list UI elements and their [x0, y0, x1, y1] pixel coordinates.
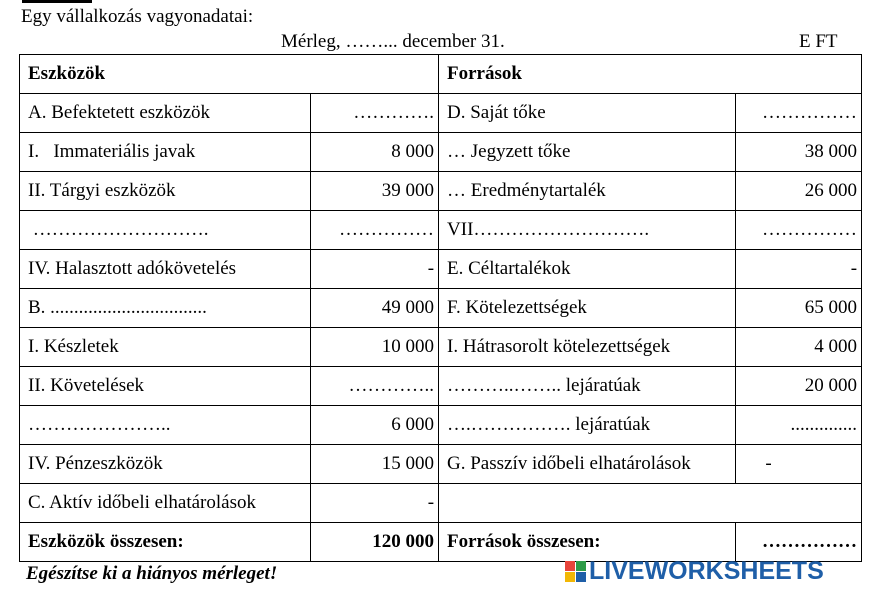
asset-label: I. Immateriális javak [20, 133, 311, 172]
table-row [20, 445, 862, 484]
liability-value: 65 000 [736, 289, 862, 328]
liability-label[interactable]: ………..…….. lejáratúak [439, 367, 736, 406]
liability-value: 26 000 [736, 172, 862, 211]
assets-total-value: 120 000 [311, 523, 439, 562]
assets-header: Eszközök [20, 55, 439, 94]
asset-label: C. Aktív időbeli elhatárolások [20, 484, 311, 523]
liability-label: E. Céltartalékok [439, 250, 736, 289]
asset-value: 10 000 [311, 328, 439, 367]
liability-label: D. Saját tőke [439, 94, 736, 133]
logo-square [565, 561, 575, 571]
liability-label[interactable]: VII………………………. [439, 211, 736, 250]
asset-label: A. Befektetett eszközök [20, 94, 311, 133]
asset-label: IV. Halasztott adókövetelés [20, 250, 311, 289]
liability-label[interactable]: ….……………. lejáratúak [439, 406, 736, 445]
asset-value[interactable]: ………….. [311, 367, 439, 406]
instruction-text: Egészítse ki a hiányos mérleget! [26, 563, 278, 584]
liability-label: F. Kötelezettségek [439, 289, 736, 328]
logo-square [565, 572, 575, 582]
liability-value: - [736, 250, 862, 289]
balance-sheet-table [19, 54, 862, 562]
table-row [20, 211, 862, 250]
asset-value[interactable]: …………. [311, 94, 439, 133]
asset-label: I. Készletek [20, 328, 311, 367]
asset-value: 6 000 [311, 406, 439, 445]
table-row [20, 367, 862, 406]
asset-label: II. Tárgyi eszközök [20, 172, 311, 211]
logo-square [576, 572, 586, 582]
asset-value: 39 000 [311, 172, 439, 211]
asset-label[interactable]: B. ................................. [20, 289, 311, 328]
logo-square [576, 561, 586, 571]
asset-value: 49 000 [311, 289, 439, 328]
table-row [20, 133, 862, 172]
table-row [20, 250, 862, 289]
liabilities-total-value[interactable]: …………… [736, 523, 862, 562]
asset-value: - [311, 250, 439, 289]
liability-label[interactable]: … Jegyzett tőke [439, 133, 736, 172]
top-rule [22, 0, 92, 3]
liability-label: I. Hátrasorolt kötelezettségek [439, 328, 736, 367]
assets-total-label: Eszközök összesen: [20, 523, 311, 562]
liability-label: G. Passzív időbeli elhatárolások [439, 445, 736, 484]
logo-mark-icon [565, 561, 586, 582]
liability-value[interactable]: …………… [736, 94, 862, 133]
liveworksheets-logo [565, 558, 824, 584]
asset-label[interactable]: ………………….. [20, 406, 311, 445]
logo-text: LIVEWORKSHEETS [589, 556, 824, 585]
liability-label[interactable]: … Eredménytartalék [439, 172, 736, 211]
asset-label[interactable]: ………………………. [20, 211, 311, 250]
balance-sheet-heading: Mérleg, ……... december 31. [281, 31, 505, 52]
asset-value: 15 000 [311, 445, 439, 484]
currency-unit: E FT [799, 31, 838, 52]
asset-label: II. Követelések [20, 367, 311, 406]
table-row [20, 94, 862, 133]
table-row [20, 289, 862, 328]
empty-liability-cell [439, 484, 862, 523]
liabilities-total-label: Források összesen: [439, 523, 736, 562]
liability-value: 20 000 [736, 367, 862, 406]
asset-value: - [311, 484, 439, 523]
table-row [20, 406, 862, 445]
liability-value[interactable]: .............. [736, 406, 862, 445]
intro-text: Egy vállalkozás vagyonadatai: [21, 6, 254, 27]
table-row [20, 172, 862, 211]
liability-value: 38 000 [736, 133, 862, 172]
liability-value: 4 000 [736, 328, 862, 367]
asset-value: 8 000 [311, 133, 439, 172]
table-header-row [20, 55, 862, 94]
liability-value: - [736, 445, 862, 484]
table-row [20, 484, 862, 523]
asset-value[interactable]: …………… [311, 211, 439, 250]
asset-label: IV. Pénzeszközök [20, 445, 311, 484]
liabilities-header: Források [439, 55, 862, 94]
table-row [20, 328, 862, 367]
liability-value[interactable]: …………… [736, 211, 862, 250]
